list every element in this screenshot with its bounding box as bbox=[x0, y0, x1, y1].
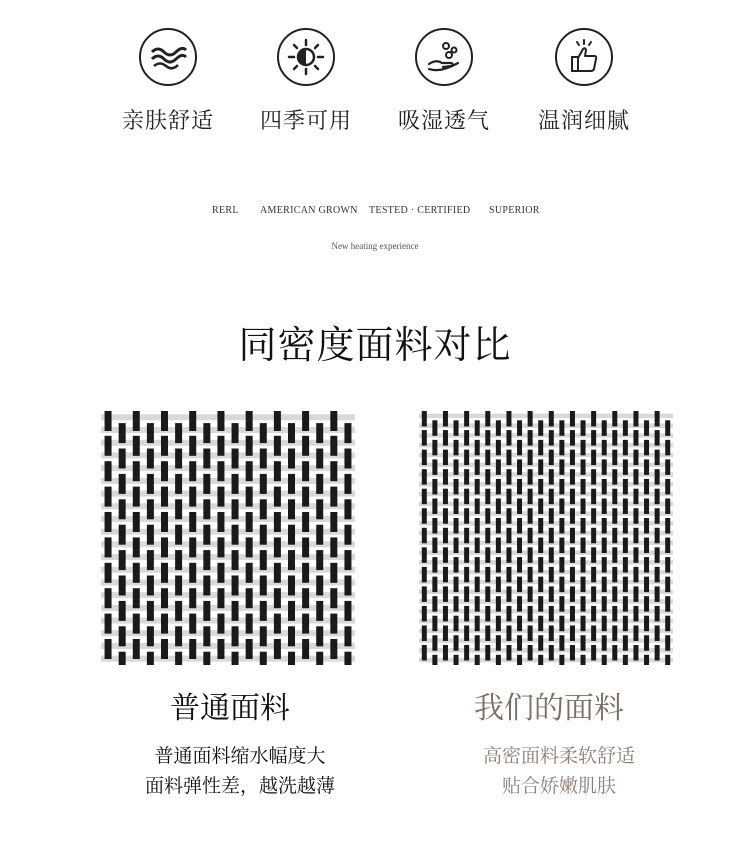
our-fabric-title: 我们的面料 bbox=[474, 691, 624, 726]
feature-smooth bbox=[514, 28, 654, 135]
tag-item: AMERICAN GROWN bbox=[260, 205, 358, 216]
tag-row bbox=[0, 205, 750, 221]
feature-label: 四季可用 bbox=[259, 109, 352, 134]
regular-fabric-title: 普通面料 bbox=[170, 691, 290, 726]
tagline: New heating experience bbox=[331, 241, 419, 251]
dense-fabric-weave-image bbox=[419, 411, 673, 665]
feature-all-season bbox=[236, 28, 376, 135]
feature-skin-friendly bbox=[98, 28, 238, 135]
our-fabric-desc-line2: 贴合娇嫩肌肤 bbox=[501, 775, 616, 797]
section-title: 同密度面料对比 bbox=[238, 323, 512, 367]
thumbs-up-icon bbox=[555, 28, 613, 86]
our-fabric-desc-line1: 高密面料柔软舒适 bbox=[482, 745, 635, 767]
hand-bubbles-icon bbox=[415, 28, 473, 86]
feature-row bbox=[0, 28, 750, 138]
sun-half-icon bbox=[277, 28, 335, 86]
feature-label: 亲肤舒适 bbox=[121, 109, 214, 134]
regular-fabric-desc-line1: 普通面料缩水幅度大 bbox=[154, 745, 326, 767]
feature-breathable bbox=[374, 28, 514, 135]
tag-item: SUPERIOR bbox=[489, 205, 540, 216]
tag-item: TESTED · CERTIFIED bbox=[369, 205, 471, 216]
feature-label: 吸湿透气 bbox=[397, 109, 490, 134]
regular-fabric-desc-line2: 面料弹性差，越洗越薄 bbox=[144, 775, 335, 797]
tag-item: RERL bbox=[212, 205, 239, 216]
feather-wave-icon bbox=[139, 28, 197, 86]
regular-fabric-weave-image bbox=[101, 411, 355, 665]
feature-label: 温润细腻 bbox=[537, 109, 630, 134]
